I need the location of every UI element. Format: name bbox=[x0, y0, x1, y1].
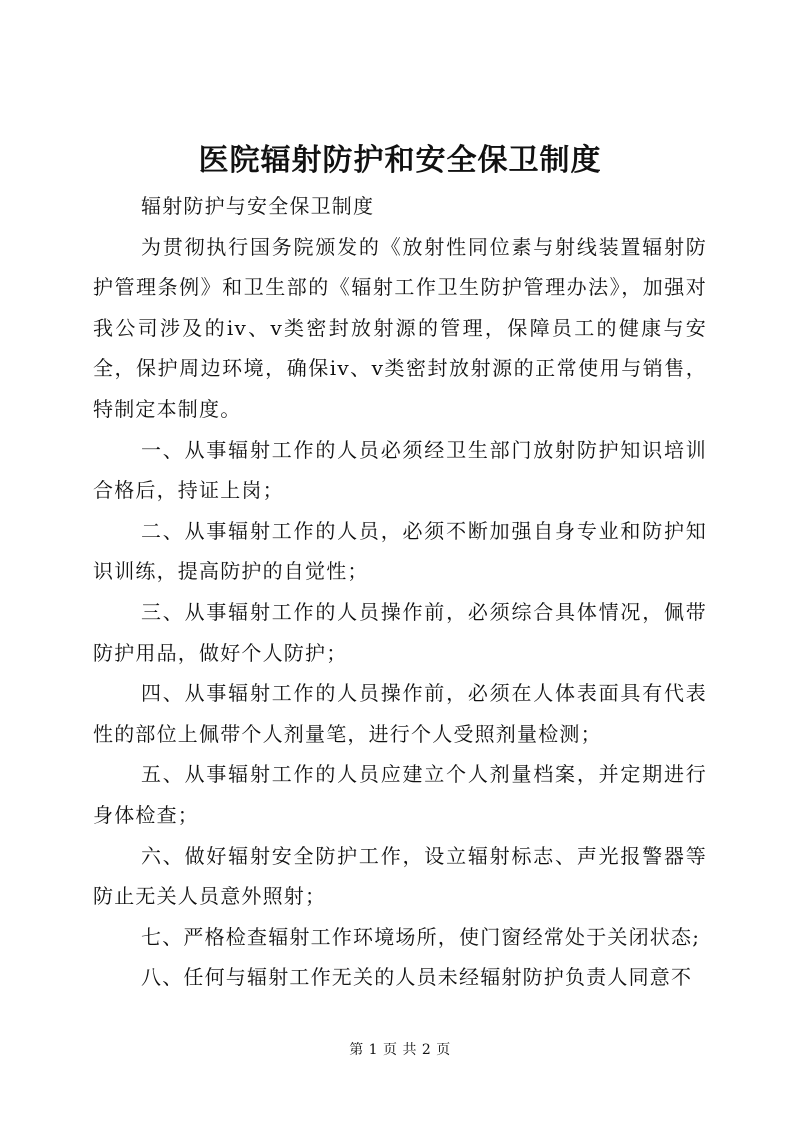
paragraph-item-4: 四、从事辐射工作的人员操作前，必须在人体表面具有代表性的部位上佩带个人剂量笔，进行个人受照剂量检测； bbox=[93, 681, 707, 746]
paragraph-item-5: 五、从事辐射工作的人员应建立个人剂量档案，并定期进行身体检查； bbox=[93, 762, 707, 827]
paragraph-item-2: 二、从事辐射工作的人员，必须不断加强自身专业和防护知识训练，提高防护的自觉性； bbox=[93, 518, 707, 584]
paragraph-item-7: 七、严格检查辐射工作环境场所，使门窗经常处于关闭状态; bbox=[141, 924, 701, 949]
paragraph-item-1: 一、从事辐射工作的人员必须经卫生部门放射防护知识培训合格后，持证上岗； bbox=[93, 437, 707, 503]
paragraph-item-6: 六、做好辐射安全防护工作，设立辐射标志、声光报警器等防止无关人员意外照射； bbox=[93, 843, 707, 909]
paragraph-intro: 为贯彻执行国务院颁发的《放射性同位素与射线装置辐射防护管理条例》和卫生部的《辐射工作卫生防护管理办法》，加强对我公司涉及的iv、v类密封放射源的管理，保障员工的健康与安全，保护周边环境，确保iv、v类密封放射源的正常使用与销售，特制定本制度。 bbox=[93, 234, 707, 421]
paragraph-item-8: 八、任何与辐射工作无关的人员未经辐射防护负责人同意不 bbox=[141, 965, 693, 990]
paragraph-item-3: 三、从事辐射工作的人员操作前，必须综合具体情况，佩带防护用品，做好个人防护； bbox=[93, 599, 707, 665]
page-footer: 第 1 页 共 2 页 bbox=[349, 1042, 451, 1058]
document-title: 医院辐射防护和安全保卫制度 bbox=[198, 143, 602, 178]
document-body bbox=[93, 186, 707, 998]
document-subtitle: 辐射防护与安全保卫制度 bbox=[141, 194, 375, 218]
